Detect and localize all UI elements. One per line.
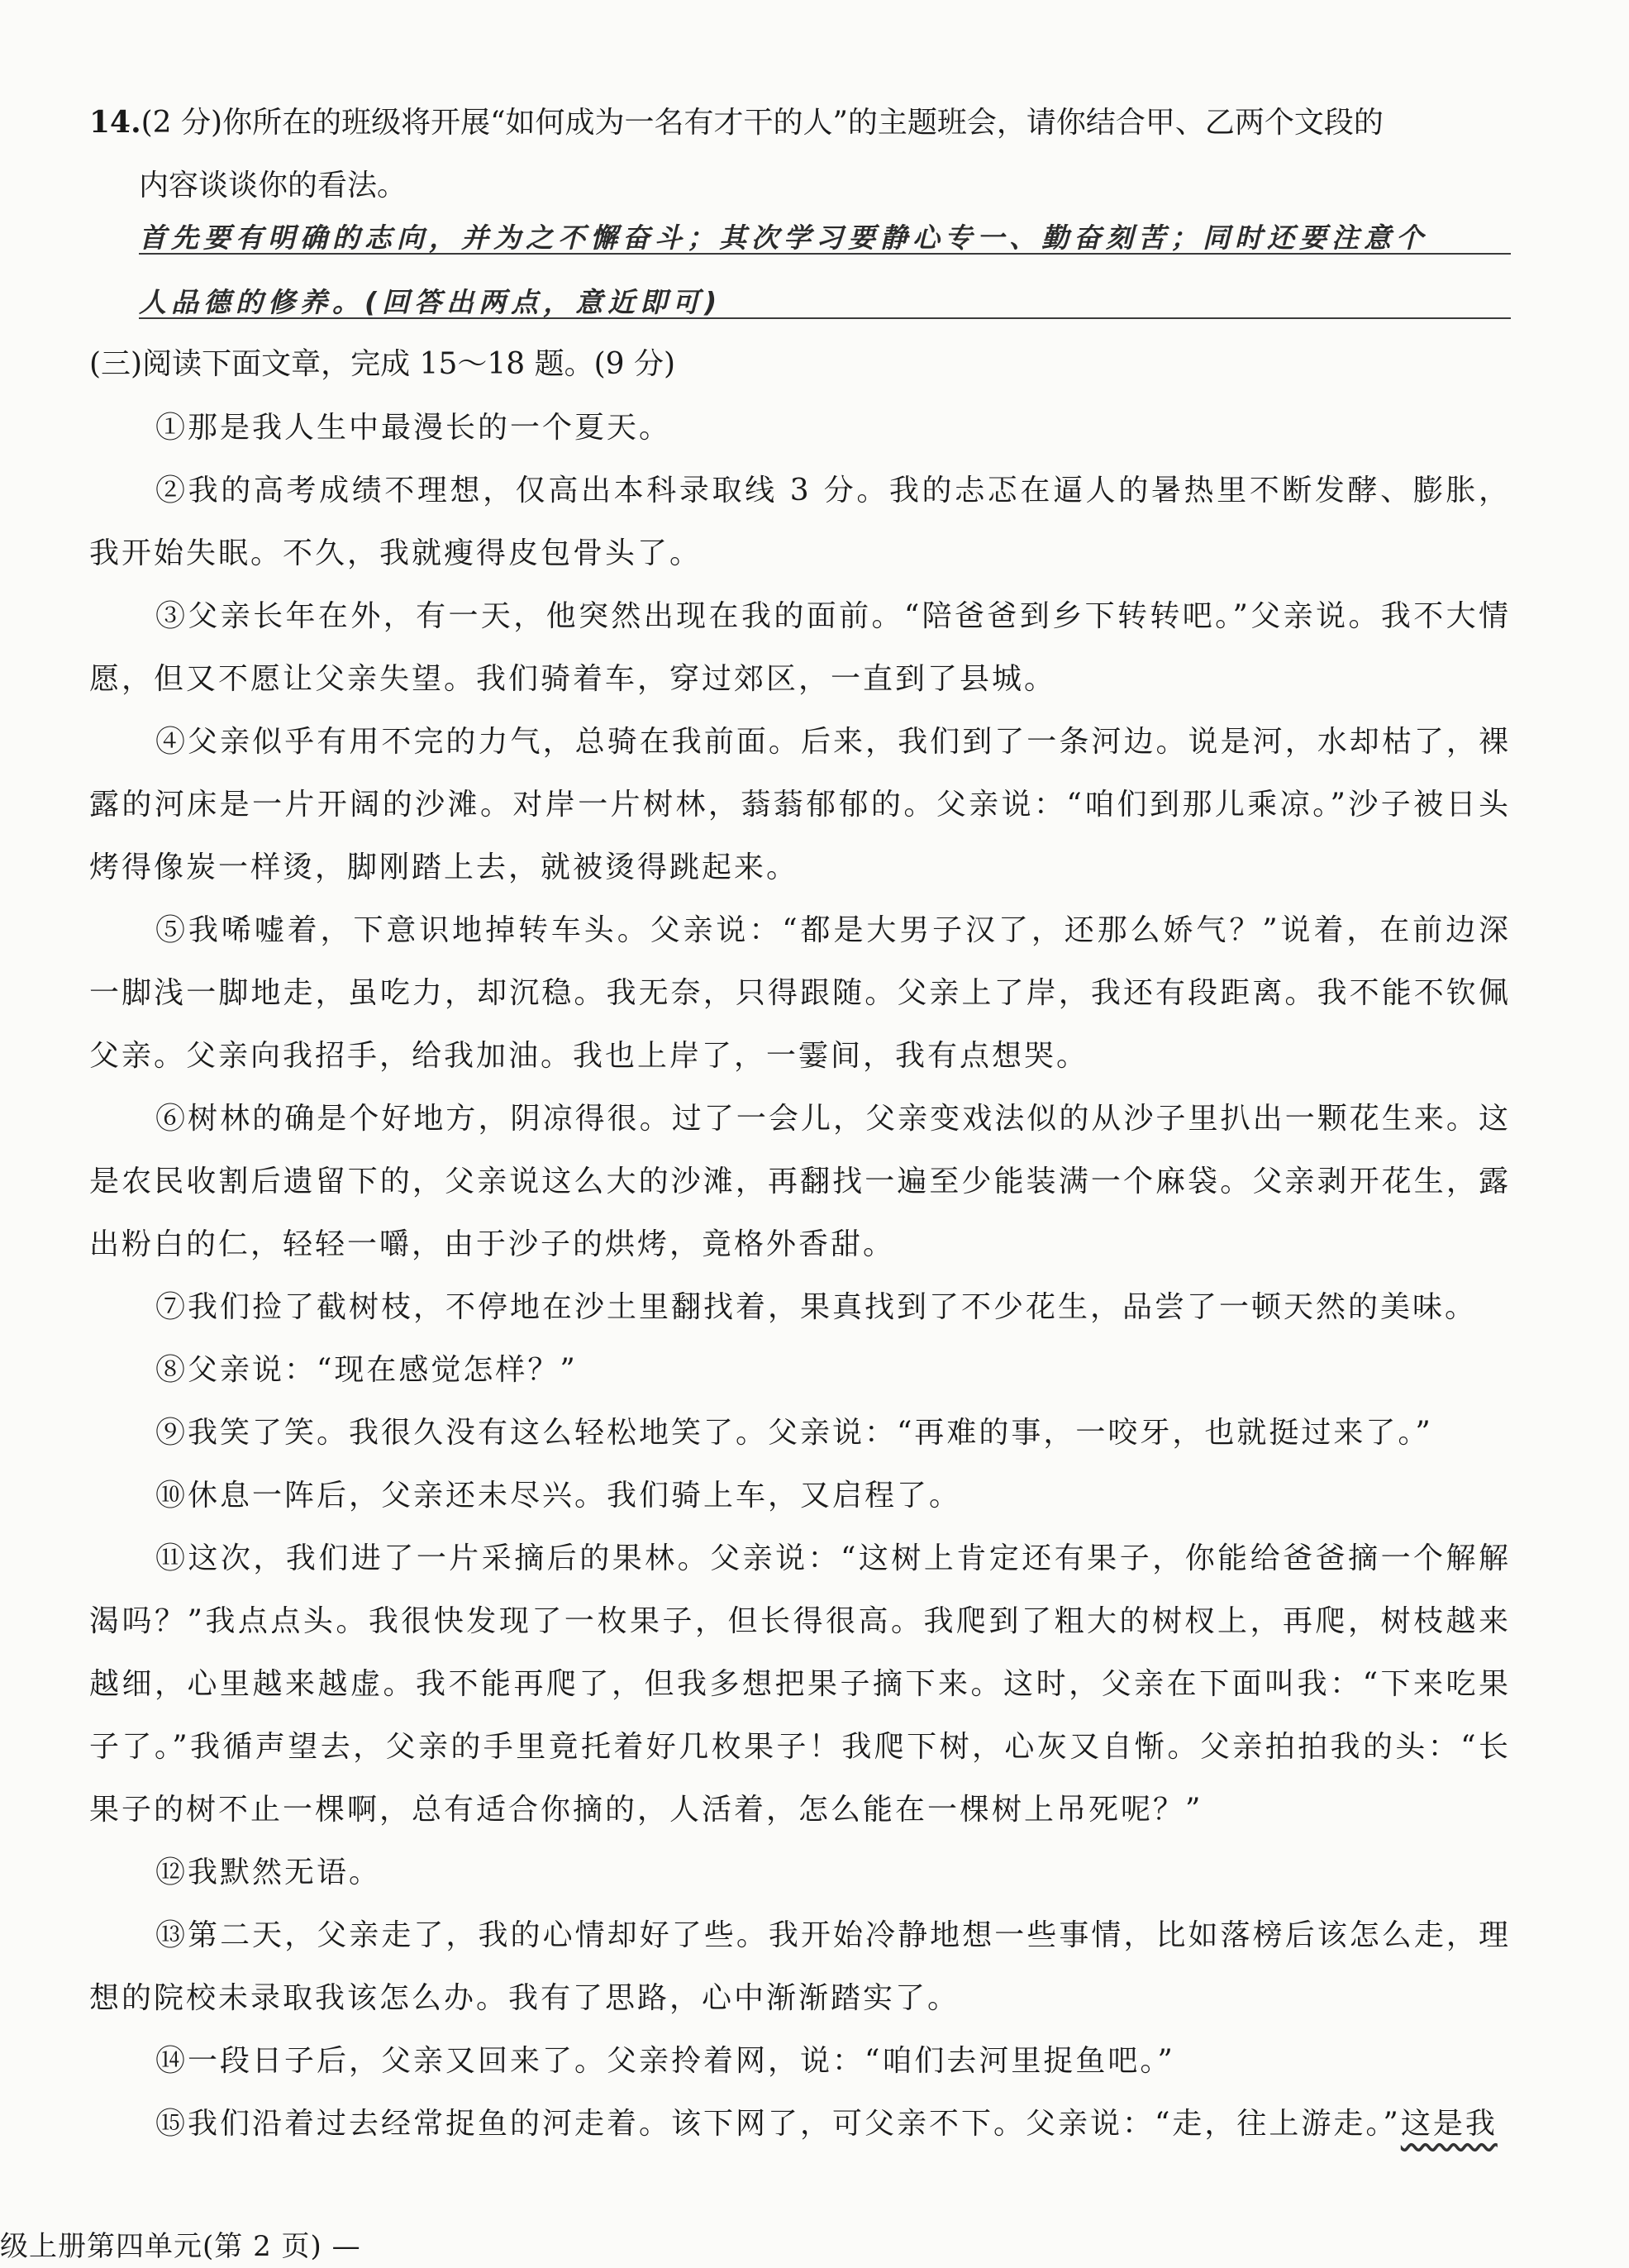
question-14-line2: 内容谈谈你的看法。 xyxy=(139,169,407,202)
paragraph-2: ②我的高考成绩不理想，仅高出本科录取线 3 分。我的忐忑在逼人的暑热里不断发酵、膨胀，我开始失眠。不久，我就瘦得皮包骨头了。 xyxy=(89,474,1511,570)
question-14-line1 xyxy=(89,91,1511,155)
paragraph-15-text: ⑮我们沿着过去经常捉鱼的河走着。该下网了，可父亲不下。父亲说：“走，往上游走。” xyxy=(155,2107,1401,2141)
answer-line-1: 首先要有明确的志向，并为之不懈奋斗；其次学习要静心专一、勤奋刻苦；同时还要注意个 xyxy=(139,222,1428,254)
paragraph-7: ⑦我们捡了截树枝，不停地在沙土里翻找着，果真找到了不少花生，品尝了一顿天然的美味。 xyxy=(155,1290,1478,1324)
paragraph-9: ⑨我笑了笑。我很久没有这么轻松地笑了。父亲说：“再难的事，一咬牙，也就挺过来了。” xyxy=(155,1416,1433,1450)
section-heading: (三)阅读下面文章，完成 15～18 题。(9 分) xyxy=(89,347,676,381)
paragraph-14: ⑭一段日子后，父亲又回来了。父亲拎着网，说：“咱们去河里捉鱼吧。” xyxy=(155,2044,1175,2078)
page-footer: 级上册第四单元(第 2 页) — xyxy=(0,2230,361,2263)
paragraph-8: ⑧父亲说：“现在感觉怎样？” xyxy=(155,1353,578,1387)
paragraph-4: ④父亲似乎有用不完的力气，总骑在我前面。后来，我们到了一条河边。说是河，水却枯了，裸露的河床是一片开阔的沙滩。对岸一片树林，蓊蓊郁郁的。父亲说：“咱们到那儿乘凉。”沙子被日头烤得像炭一样烫，脚刚踏上去，就被烫得跳起来。 xyxy=(89,725,1511,884)
paragraph-12: ⑫我默然无语。 xyxy=(155,1856,382,1889)
question-number: 14. xyxy=(89,105,141,140)
paragraph-6: ⑥树林的确是个好地方，阴凉得很。过了一会儿，父亲变戏法似的从沙子里扒出一颗花生来。这是农民收割后遗留下的，父亲说这么大的沙滩，再翻找一遍至少能装满一个麻袋。父亲剥开花生，露出粉白的仁，轻轻一嚼，由于沙子的烘烤，竟格外香甜。 xyxy=(89,1102,1511,1261)
paragraph-5: ⑤我唏嘘着，下意识地掉转车头。父亲说：“都是大男子汉了，还那么娇气？”说着，在前边深一脚浅一脚地走，虽吃力，却沉稳。我无奈，只得跟随。父亲上了岸，我还有段距离。我不能不钦佩父亲。父亲向我招手，给我加油。我也上岸了，一霎间，我有点想哭。 xyxy=(89,913,1511,1073)
paragraph-3: ③父亲长年在外，有一天，他突然出现在我的面前。“陪爸爸到乡下转转吧。”父亲说。我不大情愿，但又不愿让父亲失望。我们骑着车，穿过郊区，一直到了县城。 xyxy=(89,599,1511,696)
paragraph-13: ⑬第二天，父亲走了，我的心情却好了些。我开始冷静地想一些事情，比如落榜后该怎么走，理想的院校未录取我该怎么办。我有了思路，心中渐渐踏实了。 xyxy=(89,1918,1511,2015)
paragraph-11: ⑪这次，我们进了一片采摘后的果林。父亲说：“这树上肯定还有果子，你能给爸爸摘一个解解渴吗？”我点点头。我很快发现了一枚果子，但长得很高。我爬到了粗大的树杈上，再爬，树枝越来越细，心里越来越虚。我不能再爬了，但我多想把果子摘下来。这时，父亲在下面叫我：“下来吃果子了。”我循声望去，父亲的手里竟托着好几枚果子！我爬下树，心灰又自惭。父亲拍拍我的头：“长果子的树不止一棵啊，总有适合你摘的，人活着，怎么能在一棵树上吊死呢？” xyxy=(89,1541,1511,1827)
answer-rule-2 xyxy=(139,317,1511,319)
paragraph-15 xyxy=(89,2093,1511,2156)
wavy-underlined-phrase: 这是我 xyxy=(1400,2107,1498,2141)
answer-rule-1 xyxy=(139,253,1511,255)
question-14-text: (2 分)你所在的班级将开展“如何成为一名有才干的人”的主题班会，请你结合甲、乙两个文段的 xyxy=(141,106,1384,140)
paragraph-1: ①那是我人生中最漫长的一个夏天。 xyxy=(155,411,672,445)
paragraph-10: ⑩休息一阵后，父亲还未尽兴。我们骑上车，又启程了。 xyxy=(155,1479,962,1513)
question-14 xyxy=(89,91,1511,217)
answer-line-2: 人品德的修养。(回答出两点，意近即可) xyxy=(139,286,722,318)
